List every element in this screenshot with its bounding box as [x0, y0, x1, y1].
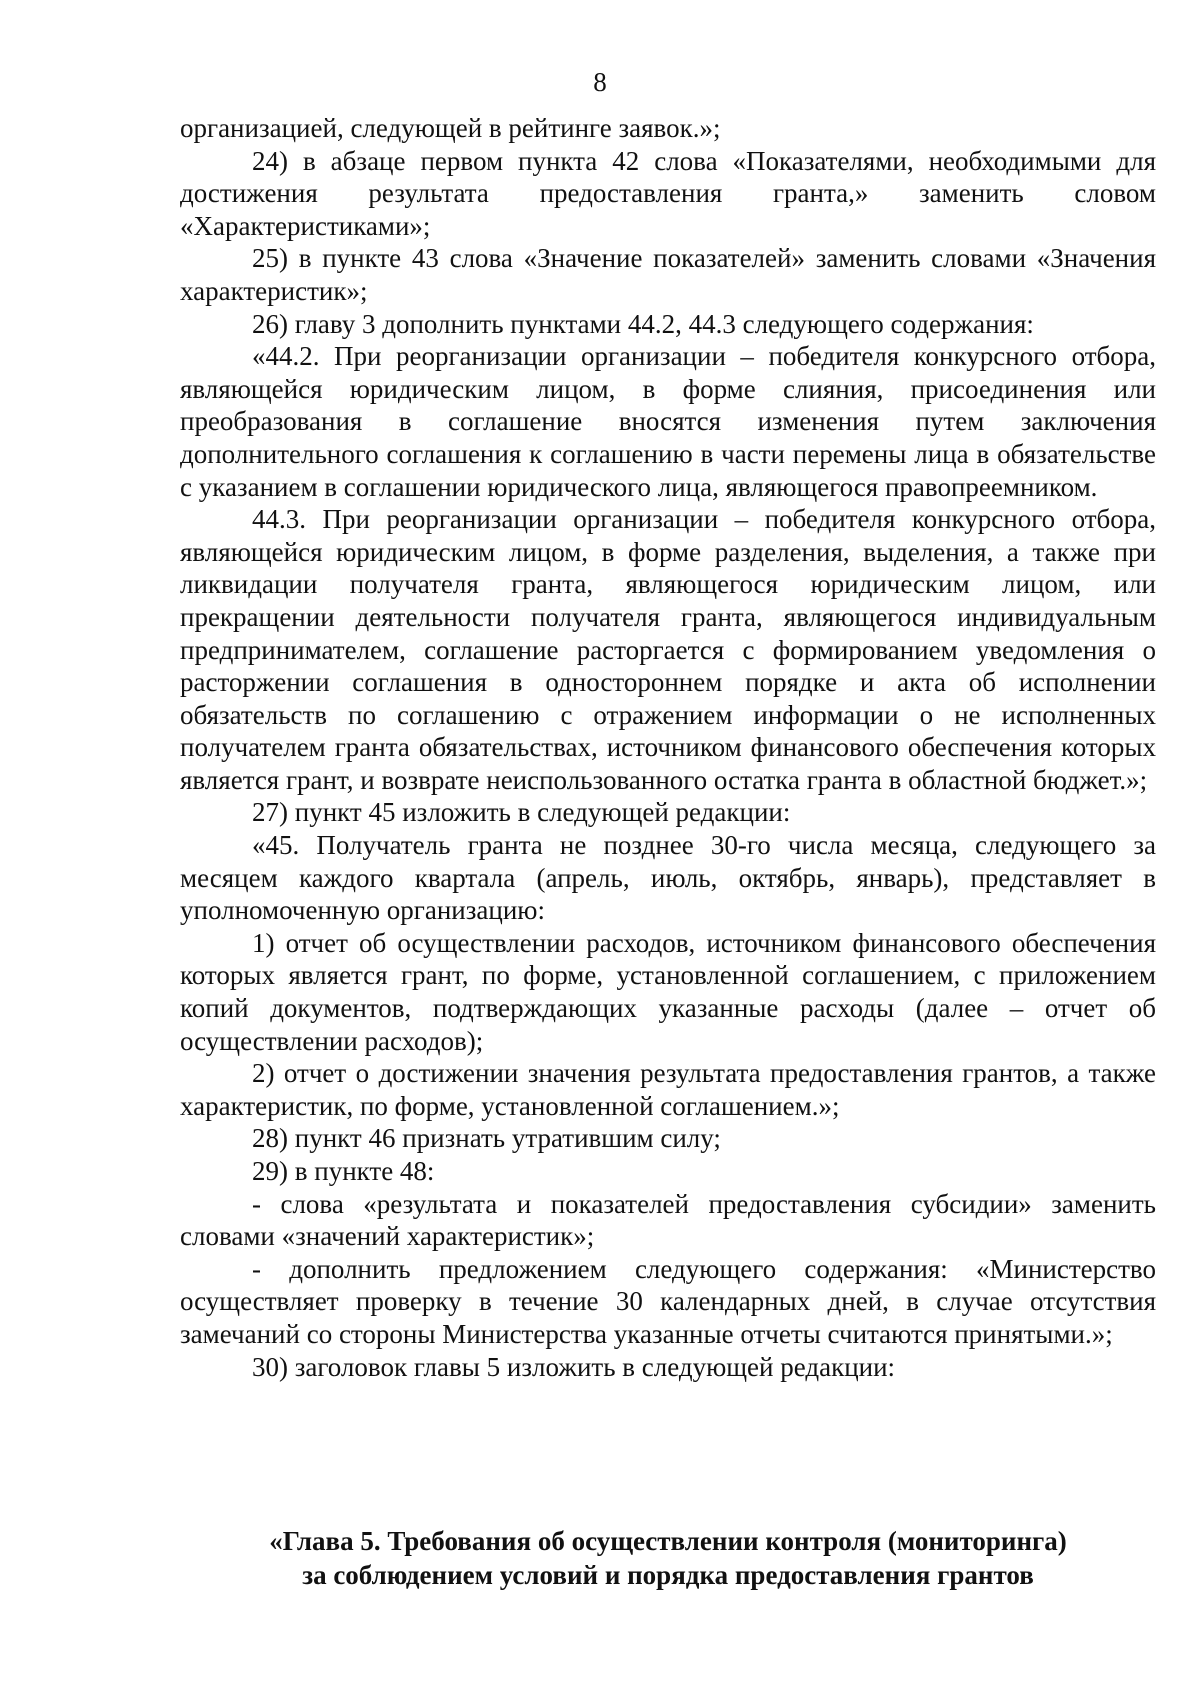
paragraph-subitem-2: 2) отчет о достижении значения результата предоставления грантов, а также характеристик, по форме, установленной соглашением.»;: [180, 1058, 1156, 1121]
chapter-heading: [180, 1524, 1156, 1592]
paragraph-continuation: организацией, следующей в рейтинге заявок.»;: [180, 113, 721, 143]
paragraph-item-28: 28) пункт 46 признать утратившим силу;: [252, 1123, 721, 1154]
chapter-heading-line-1: «Глава 5. Требования об осуществлении контроля (мониторинга): [269, 1526, 1067, 1556]
page-number: 8: [593, 67, 607, 97]
chapter-heading-line-2: за соблюдением условий и порядка предоставления грантов: [302, 1560, 1034, 1590]
paragraph-dash-2: - дополнить предложением следующего содержания: «Министерство осуществляет проверку в течение 30 календарных дней, в случае отсутствия замечаний со стороны Министерства указанные отчеты считаются принятыми.»;: [180, 1253, 1156, 1349]
paragraph-item-30: 30) заголовок главы 5 изложить в следующей редакции:: [252, 1351, 896, 1382]
paragraph-subitem-1: 1) отчет об осуществлении расходов, источником финансового обеспечения которых является грант, по форме, установленной соглашением, с приложением копий документов, подтверждающих указанные расходы (далее – отчет об осуществлении расходов);: [180, 927, 1156, 1056]
paragraph-item-24: 24) в абзаце первом пункта 42 слова «Показателями, необходимыми для достижения результата предоставления гранта,» заменить словом «Характеристиками»;: [180, 145, 1156, 241]
paragraph-dash-1: - слова «результата и показателей предоставления субсидии» заменить словами «значений характеристик»;: [180, 1188, 1156, 1252]
paragraph-item-26: 26) главу 3 дополнить пунктами 44.2, 44.3 следующего содержания:: [252, 308, 1034, 339]
paragraph-clause-44-3: 44.3. При реорганизации организации – победителя конкурсного отбора, являющейся юридическим лицом, в форме разделения, выделения, а также при ликвидации получателя гранта, являющегося юридическим лицом, или прекращении деятельности получателя гранта, являющегося индивидуальным предпринимателем, соглашение расторгается с формированием уведомления о расторжении соглашения в одностороннем порядке и акта об исполнении обязательств по соглашению с отражением информации о не исполненных получателем гранта обязательствах, источником финансового обеспечения которых является грант, и возврате неиспользованного остатка гранта в областной бюджет.»;: [180, 504, 1156, 795]
paragraph-clause-44-2: «44.2. При реорганизации организации – победителя конкурсного отбора, являющейся юридическим лицом, в форме слияния, присоединения или преобразования в соглашение вносятся изменения путем заключения дополнительного соглашения к соглашению в части перемены лица в обязательстве с указанием в соглашении юридического лица, являющегося правопреемником.: [180, 341, 1156, 502]
paragraph-item-25: 25) в пункте 43 слова «Значение показателей» заменить словами «Значения характеристик»;: [180, 243, 1156, 306]
document-body: [180, 112, 1156, 1383]
paragraph-item-29: 29) в пункте 48:: [252, 1156, 435, 1186]
paragraph-item-27: 27) пункт 45 изложить в следующей редакции:: [252, 797, 791, 828]
paragraph-clause-45: «45. Получатель гранта не позднее 30-го числа месяца, следующего за месяцем каждого квартала (апрель, июль, октябрь, январь), представляет в уполномоченную организацию:: [180, 830, 1156, 926]
